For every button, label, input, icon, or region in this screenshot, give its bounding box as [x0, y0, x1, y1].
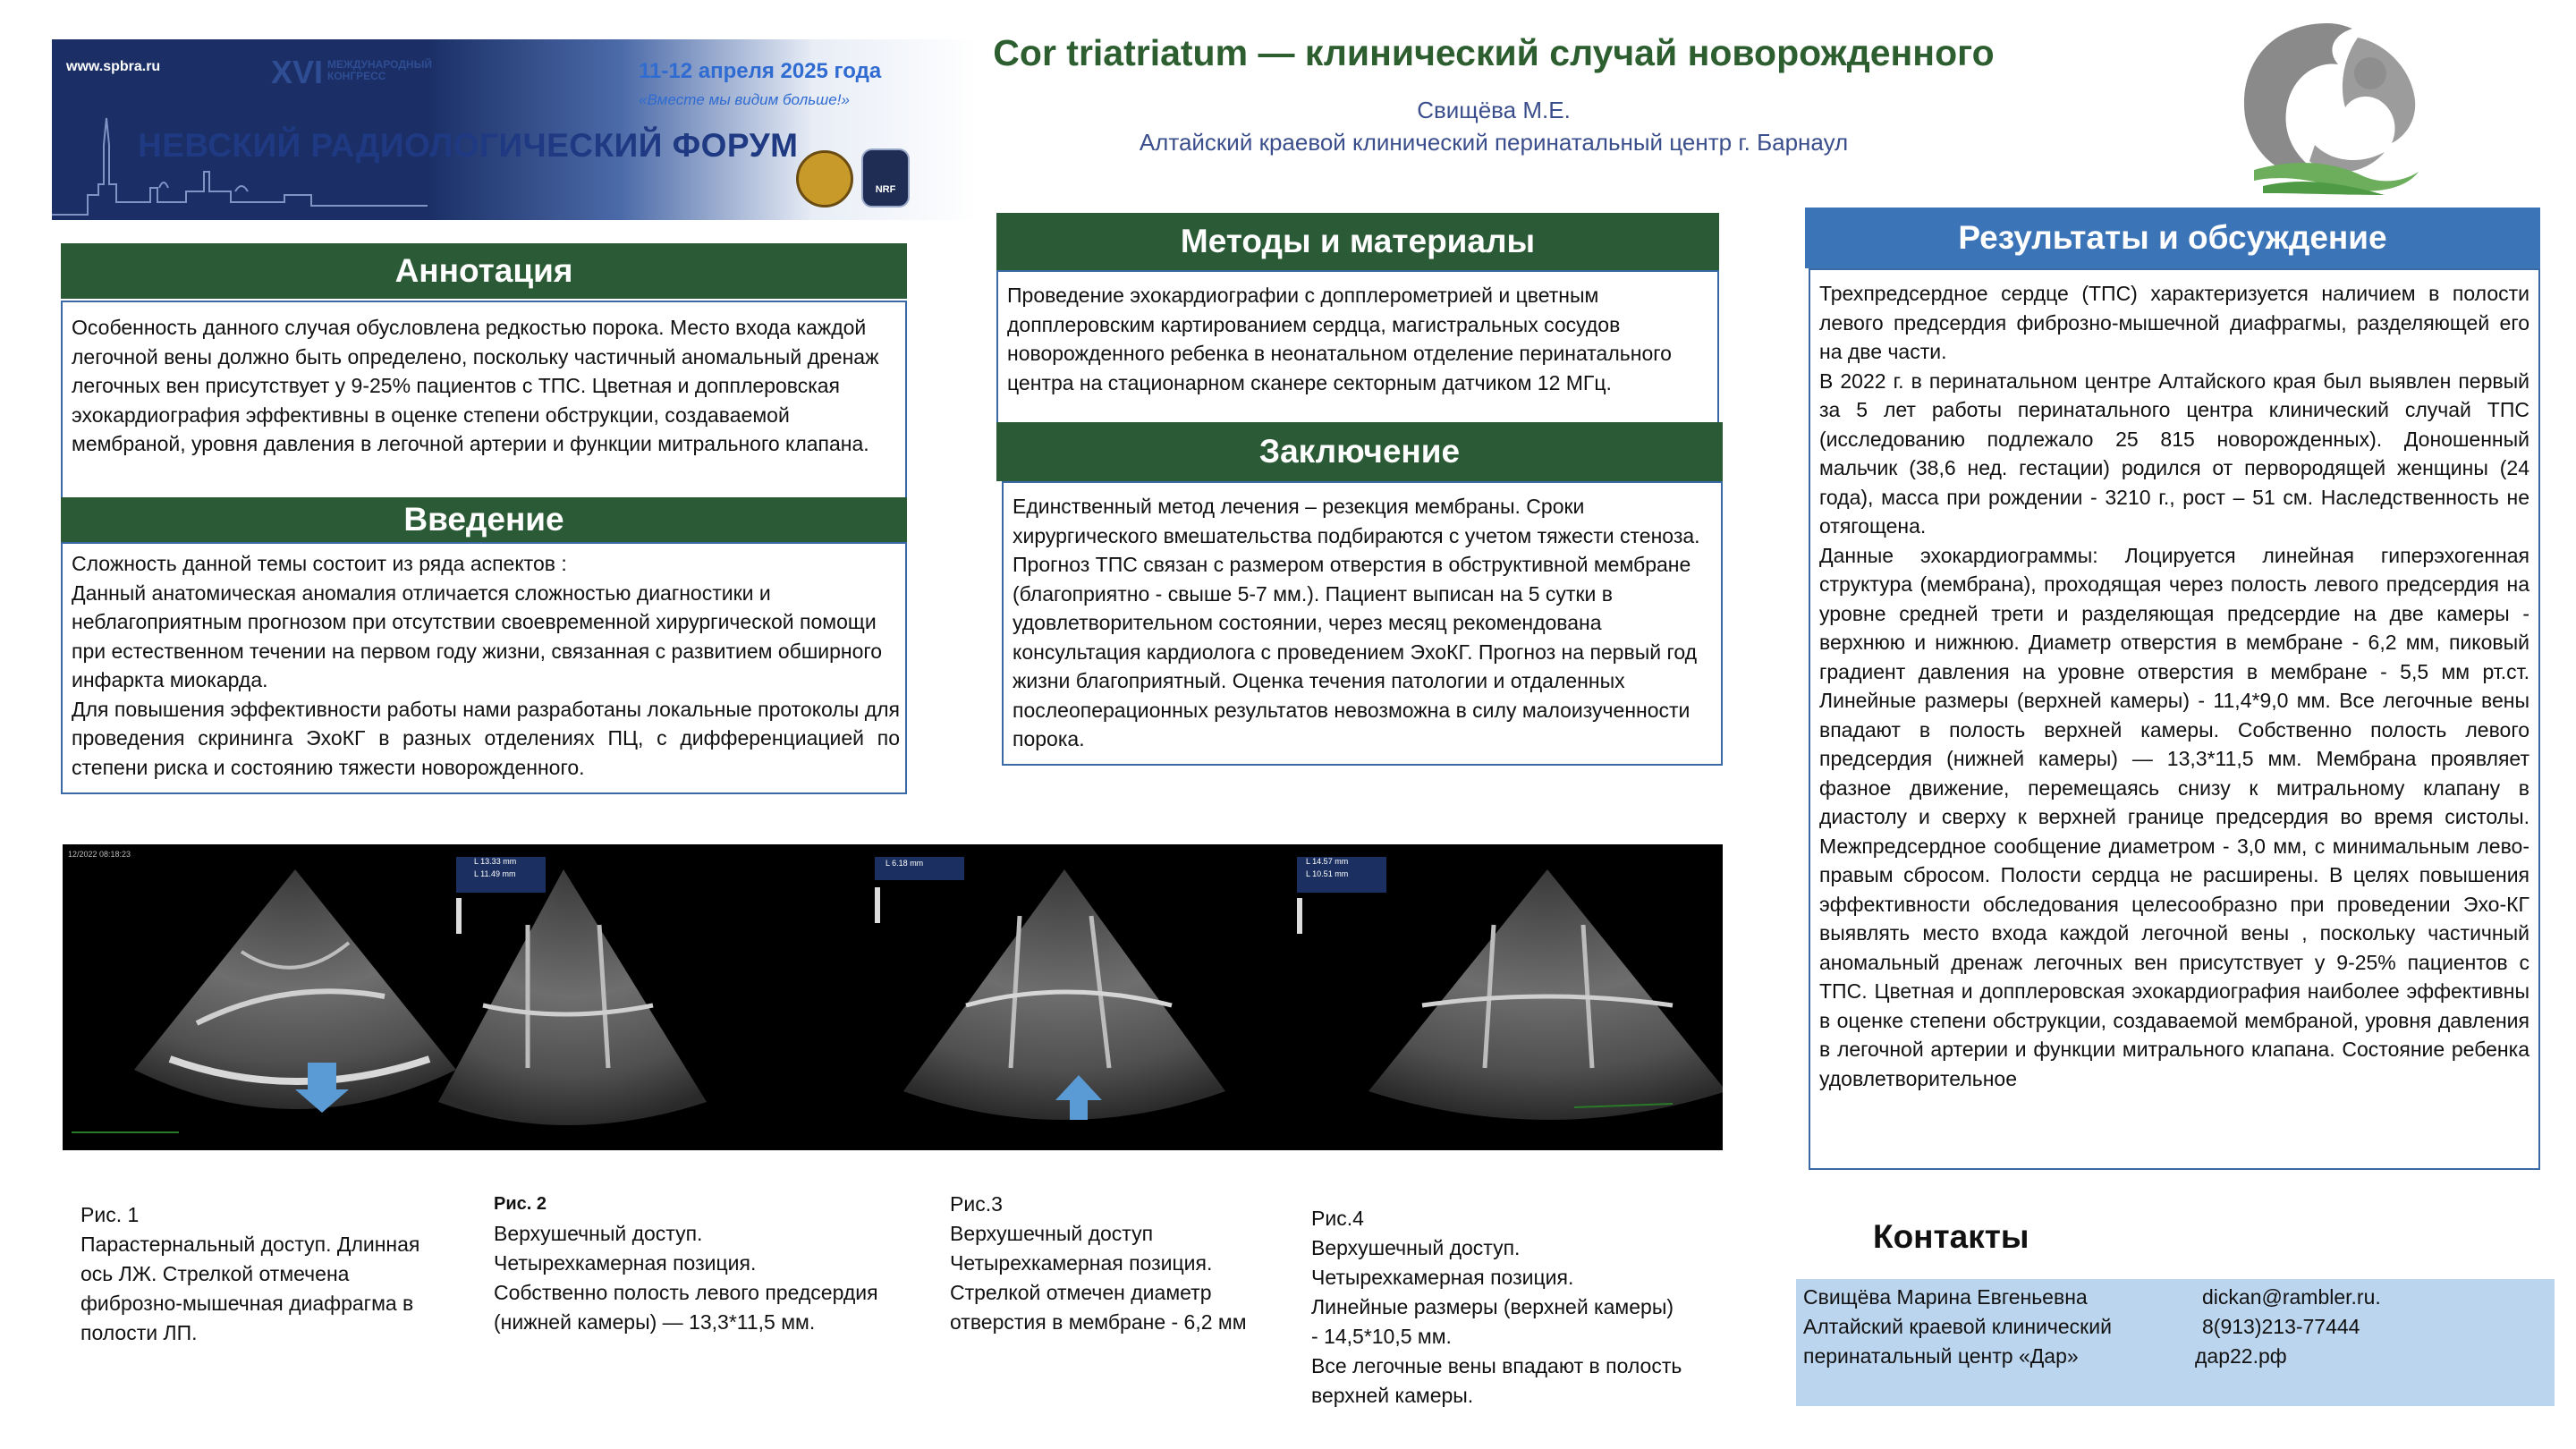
results-body — [1819, 279, 2529, 1093]
echo-image-3 — [875, 857, 1225, 1120]
figure-2-line-2: Четырехкамерная позиция. — [494, 1251, 757, 1275]
echocardiography-strip — [63, 844, 1723, 1150]
results-box — [1809, 268, 2540, 1170]
figure-3-line-3: Стрелкой отмечен диаметр отверстия в мембране - 6,2 мм — [950, 1281, 1247, 1334]
intro-paragraph-2: Для повышения эффективности работы нами разработаны локальные протоколы для проведения скрининга ЭхоКГ в разных отделениях ПЦ, с дифференциацией по степени риска и состоянию тяжести новорожденного. — [72, 697, 900, 779]
figure-2-caption — [494, 1190, 914, 1337]
congress-number: XVI — [271, 54, 324, 90]
banner-site: www.spbra.ru — [66, 59, 161, 74]
methods-box — [996, 270, 1719, 424]
nrf-badge-icon — [861, 148, 910, 208]
annotation-text: Особенность данного случая обусловлена редкостью порока. Место входа каждой легочной вены должно быть определено, поскольку частичный аномальный дренаж легочных вен присутствует у 9-25% пациентов с ТПС. Цветная и допплеровская эхокардиография эффективны в оценке степени обструкции, создаваемой мембраной, уровня давления в легочной артерии и функции митрального клапана. — [72, 316, 879, 455]
results-paragraph-2: В 2022 г. в перинатальном центре Алтайского края был выявлен первый за 5 лет работы перинатального центра клинический случай ТПС (исследованию подлежало 25 815 новорожденных). Доношенный мальчик (38,6 нед. гестации) родился от первородящей женщины (24 года), масса при рождении - 3210 г., рост – 51 см. Наследственность не отягощена. — [1819, 369, 2529, 538]
intro-lead: Сложность данной темы состоит из ряда аспектов : — [72, 552, 567, 575]
contact-org-line-2: перинатальный центр «Дар» — [1803, 1344, 2079, 1368]
contact-email[interactable]: dickan@rambler.ru. — [2202, 1285, 2381, 1309]
congress-label: МЕЖДУНАРОДНЫЙ КОНГРЕСС — [327, 58, 432, 82]
conclusion-header: Заключение — [996, 422, 1723, 481]
results-header: Результаты и обсуждение — [1805, 208, 2540, 268]
echo-image-2 — [438, 857, 707, 1125]
echo-image-4 — [1297, 857, 1723, 1120]
intro-header: Введение — [61, 497, 907, 542]
figure-3-line-1: Верхушечный доступ — [950, 1222, 1154, 1245]
conclusion-text: Единственный метод лечения – резекция мембраны. Сроки хирургического вмешательства подбираются с учетом тяжести стеноза. Прогноз ТПС связан с размером отверстия в обструктивной мембране (благоприятно - свыше 5-7 мм.). Пациент выписан на 5 сутки в удовлетворительном состоянии, через месяц рекомендована консультация кардиолога с проведением ЭхоКГ. Прогноз на первый год жизни благоприятный. Оценка течения патологии и отдаленных послеоперационных результатов невозможна в силу малоизученности порока. — [1013, 495, 1700, 750]
conclusion-box — [1002, 481, 1723, 766]
echo-images — [63, 844, 1723, 1150]
banner-dates: 11-12 апреля 2025 года — [639, 59, 882, 83]
echo-measure-3b: L 10.51 mm — [1306, 869, 1349, 878]
results-paragraph-1: Трехпредсердное сердце (ТПС) характеризуется наличием в полости левого предсердия фиброзно-мышечной диафрагмы, разделяющей его на две части. — [1819, 282, 2529, 363]
echo-image-1 — [72, 869, 456, 1132]
figure-4-line-3: Линейные размеры (верхней камеры) — [1311, 1295, 1674, 1318]
figure-4-line-5: Все легочные вены впадают в полость верхней камеры. — [1311, 1354, 1682, 1407]
poster-organization: Алтайский краевой клинический перинатальный центр г. Барнаул — [1139, 129, 1849, 156]
results-paragraph-3: Данные эхокардиограммы: Лоцируется линейная гиперэхогенная структура (мембрана), проходящая через полость левого предсердия на уровне средней трети и разделяющая предсердие на две камеры - верхнюю и нижнюю. Диаметр отверстия в мембране - 6,2 мм, пиковый градиент давления на уровне отверстия в мембране - 5,5 мм рт.ст. Линейные размеры (верхней камеры) - 11,4*9,0 мм. Все легочные вены впадают в полость верхней камеры. Собственно полость левого предсердия (нижней камеры) — 13,3*11,5 мм. Мембрана проявляет фазное движение, перемещаясь снизу к митральному клапану в диастолу и сверху к верхней границе предсердия во время систолы. Межпредсердное сообщение диаметром - 3,0 мм, с минимальным лево-правым сбросом. Полости сердца не расширены. В целях повышения эффективности обследования целесообразно при проведении Эхо-КГ выявлять место входа каждой легочной вены , поскольку частичный аномальный дренаж легочных вен присутствует у 9-25% пациентов с ТПС. Цветная и допплеровская эхокардиография наиболее эффективны в оценке степени обструкции, создаваемой мембраной, уровня давления в легочной артерии и функции митрального клапана. Состояние ребенка удовлетворительное — [1819, 543, 2529, 1090]
figure-2-line-1: Верхушечный доступ. — [494, 1222, 703, 1245]
figure-2-title: Рис. 2 — [494, 1194, 547, 1214]
annotation-header: Аннотация — [61, 243, 907, 299]
figure-3-title: Рис.3 — [950, 1192, 1003, 1216]
figure-3-line-2: Четырехкамерная позиция. — [950, 1251, 1213, 1275]
figure-4-line-1: Верхушечный доступ. — [1311, 1236, 1521, 1259]
echo-date: 12/2022 08:18:23 — [68, 850, 131, 859]
contact-org-line-1: Алтайский краевой клинический — [1803, 1315, 2112, 1338]
figure-4-title: Рис.4 — [1311, 1207, 1364, 1230]
echo-measure-1a: L 13.33 mm — [474, 857, 517, 866]
contact-site[interactable]: дар22.рф — [2195, 1344, 2287, 1368]
figure-2-line-3: Собственно полость левого предсердия (нижней камеры) — 13,3*11,5 мм. — [494, 1281, 878, 1334]
echo-measure-2: L 6.18 mm — [886, 859, 924, 868]
figure-4-line-2: Четырехкамерная позиция. — [1311, 1266, 1574, 1289]
intro-paragraph-1: Данный анатомическая аномалия отличается сложностью диагностики и неблагоприятным прогнозом при отсутствии своевременной хирургической помощи при естественном течении на первом году жизни, связанная с развитием обширного инфаркта миокарда. — [72, 580, 883, 691]
annotation-box — [61, 301, 907, 499]
methods-header: Методы и материалы — [996, 213, 1719, 270]
echo-measure-1b: L 11.49 mm — [474, 869, 516, 878]
city-skyline-icon — [52, 109, 428, 220]
figure-1-title: Рис. 1 — [80, 1203, 140, 1226]
perinatal-center-logo-icon — [2227, 11, 2433, 199]
contact-phone[interactable]: 8(913)213-77444 — [2202, 1315, 2360, 1338]
figure-4-caption — [1311, 1204, 1732, 1411]
contacts-box — [1796, 1279, 2555, 1406]
banner-motto: «Вместе мы видим больше!» — [639, 91, 850, 108]
contact-name: Свищёва Марина Евгеньевна — [1803, 1285, 2088, 1309]
contacts-heading: Контакты — [1873, 1218, 2029, 1255]
nrf-badge-label: NRF — [875, 184, 896, 195]
methods-text: Проведение эхокардиографии с допплерометрией и цветным допплеровским картированием сердца, магистральных сосудов новорожденного ребенка в неонатальном отделение перинатального центра на стационарном сканере секторным датчиком 12 МГц. — [1007, 284, 1672, 394]
intro-body — [72, 549, 900, 782]
echo-measure-3a: L 14.57 mm — [1306, 857, 1349, 866]
award-badge-icon — [796, 150, 853, 208]
intro-box — [61, 542, 907, 794]
figure-4-line-4: - 14,5*10,5 мм. — [1311, 1325, 1452, 1348]
poster-title: Cor triatriatum — клинический случай новорожденного — [993, 32, 1995, 73]
poster-author: Свищёва М.Е. — [1417, 97, 1571, 123]
figure-1-text: Парастернальный доступ. Длинная ось ЛЖ. Стрелкой отмечена фиброзно-мышечная диафрагма в полости ЛП. — [80, 1233, 420, 1344]
forum-name: НЕВСКИЙ РАДИОЛОГИЧЕСКИЙ ФОРУМ — [138, 127, 799, 164]
forum-banner — [52, 39, 979, 220]
figure-3-caption — [950, 1190, 1254, 1337]
figure-1-caption — [80, 1200, 447, 1348]
